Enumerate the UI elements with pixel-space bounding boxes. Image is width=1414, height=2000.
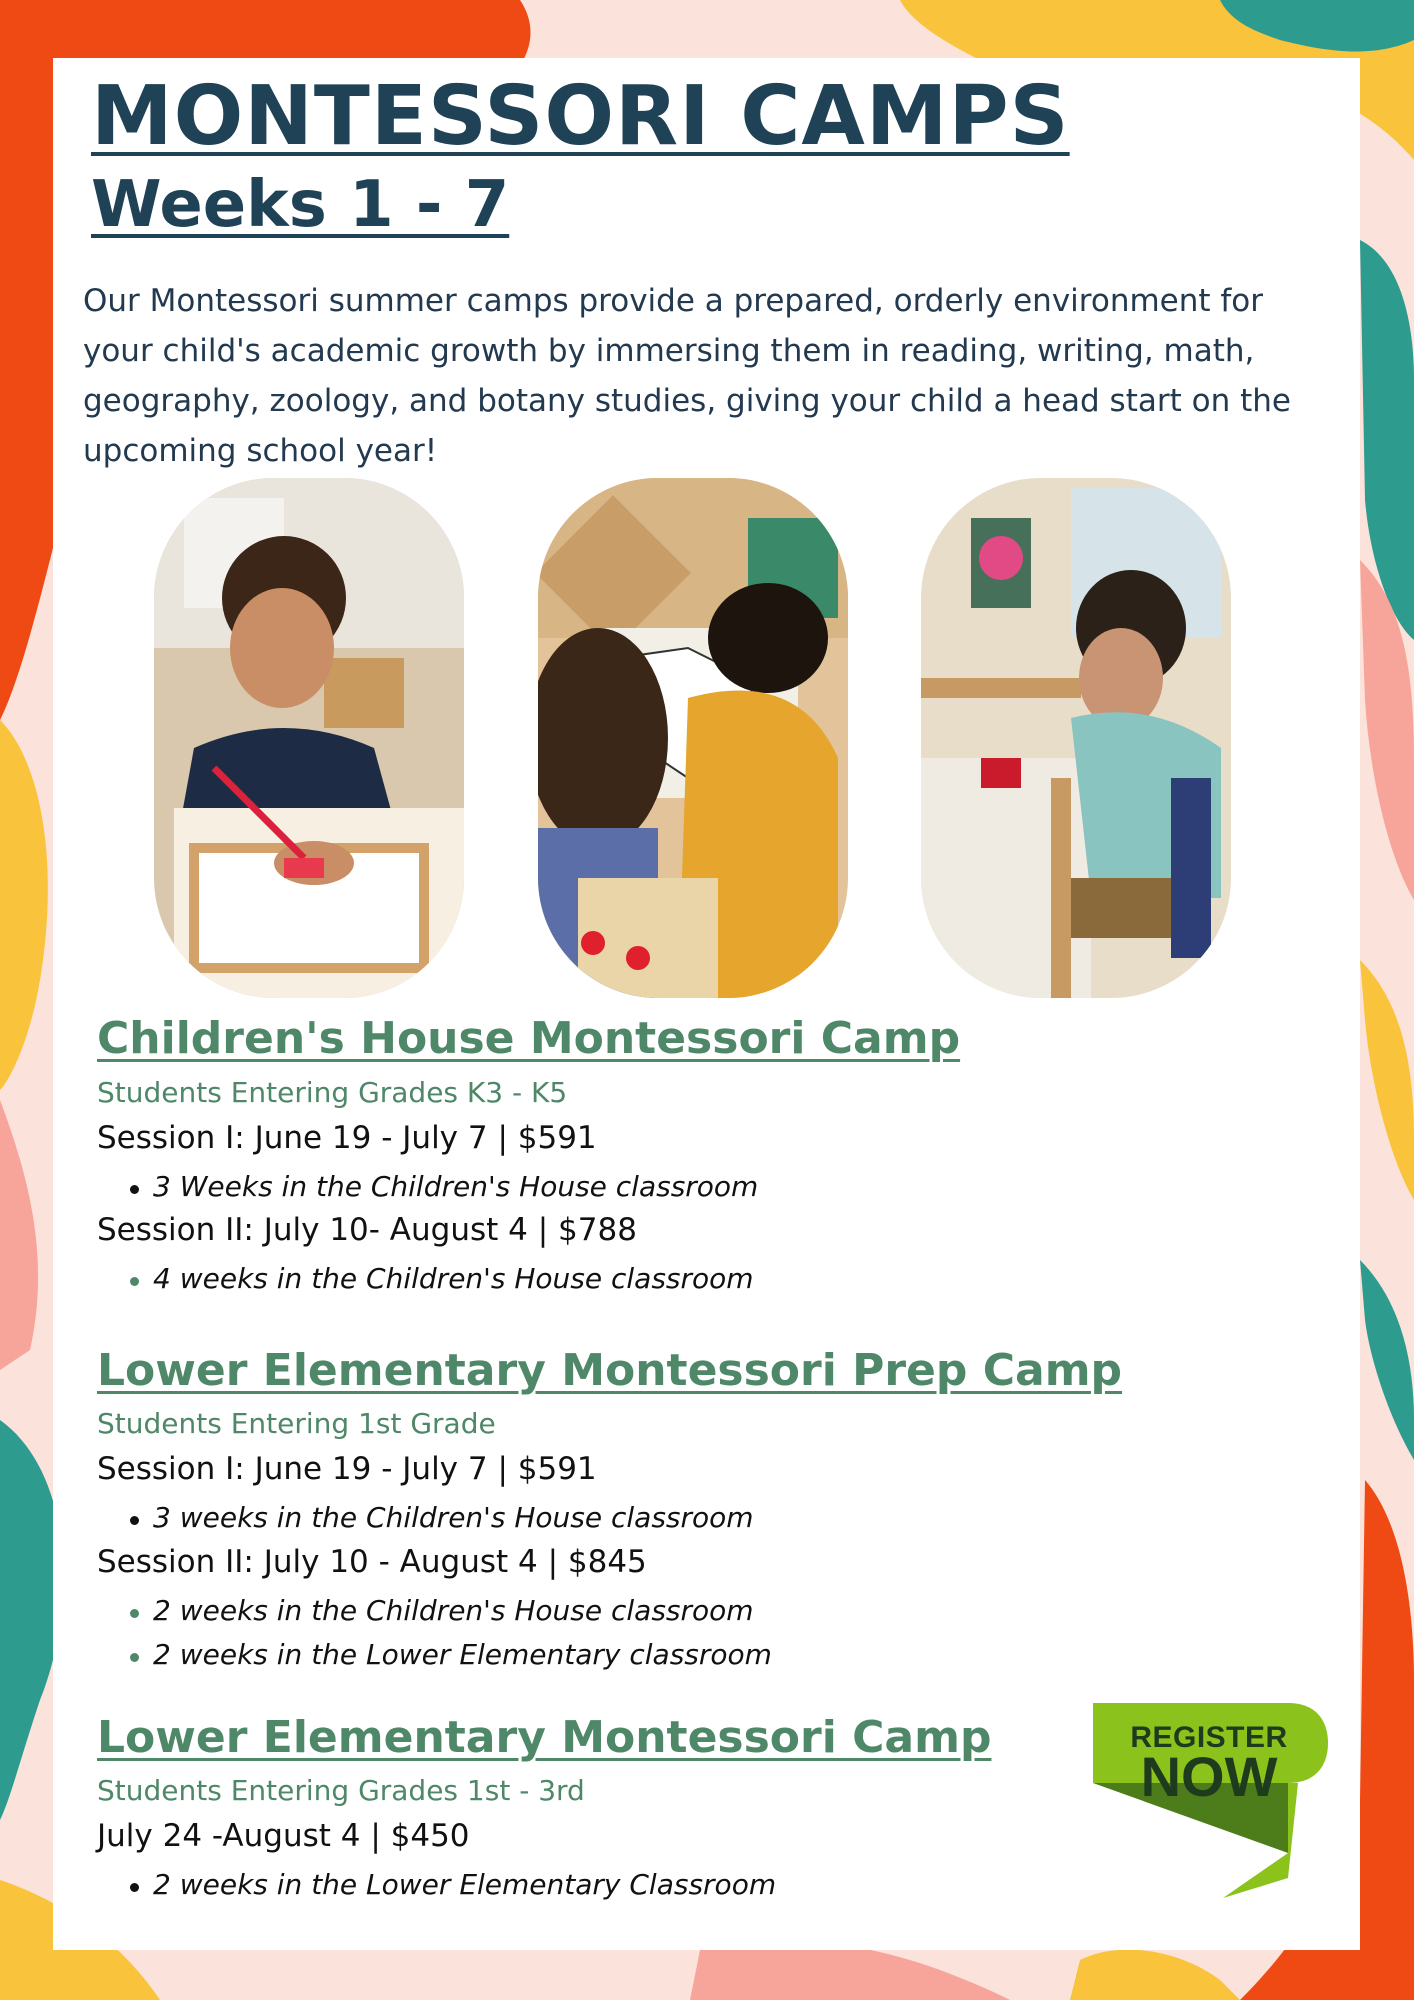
- session-label: Session II: July 10- August 4 | $788: [97, 1212, 637, 1248]
- page-title: MONTESSORI CAMPS: [91, 69, 1070, 164]
- session-label: Session I: June 19 - July 7 | $591: [97, 1120, 597, 1156]
- list-item: 2 weeks in the Lower Elementary Classroom: [153, 1868, 776, 1901]
- session-label: Session I: June 19 - July 7 | $591: [97, 1451, 597, 1487]
- photo-child-sorting: [921, 478, 1231, 998]
- bullet-dot: [130, 1516, 139, 1525]
- camp-grades: Students Entering Grades 1st - 3rd: [97, 1774, 585, 1807]
- bullet-dot: [130, 1277, 139, 1286]
- page-subtitle: Weeks 1 - 7: [91, 168, 510, 242]
- camp-grades: Students Entering 1st Grade: [97, 1407, 496, 1440]
- bullet-dot: [130, 1185, 139, 1194]
- flyer-card: [53, 58, 1360, 1950]
- camp-grades: Students Entering Grades K3 - K5: [97, 1076, 568, 1109]
- photo-child-writing: [154, 478, 464, 998]
- photo-children-map: [538, 478, 848, 998]
- register-label: REGISTER: [1130, 1721, 1288, 1754]
- list-item: 3 Weeks in the Children's House classroom: [153, 1170, 758, 1203]
- bullet-dot: [130, 1609, 139, 1618]
- list-item: 4 weeks in the Children's House classroom: [153, 1262, 754, 1295]
- session-label: July 24 -August 4 | $450: [97, 1818, 470, 1854]
- list-item: 3 weeks in the Children's House classroom: [153, 1501, 754, 1534]
- bullet-dot: [130, 1883, 139, 1892]
- register-now-button[interactable]: [1093, 1703, 1353, 1933]
- session-label: Session II: July 10 - August 4 | $845: [97, 1544, 647, 1580]
- list-item: 2 weeks in the Children's House classroom: [153, 1594, 754, 1627]
- camp-title-lower-elementary-prep: Lower Elementary Montessori Prep Camp: [97, 1345, 1123, 1396]
- now-label: NOW: [1140, 1745, 1278, 1808]
- camp-title-childrens-house: Children's House Montessori Camp: [97, 1013, 961, 1064]
- intro-paragraph: Our Montessori summer camps provide a prepared, orderly environment for your child's academic growth by immersing them in reading, writing, math, geography, zoology, and botany studies, giving your child a head start on the upcoming school year!: [83, 283, 1291, 469]
- camp-title-lower-elementary: Lower Elementary Montessori Camp: [97, 1712, 992, 1763]
- bullet-dot: [130, 1653, 139, 1662]
- list-item: 2 weeks in the Lower Elementary classroom: [153, 1638, 772, 1671]
